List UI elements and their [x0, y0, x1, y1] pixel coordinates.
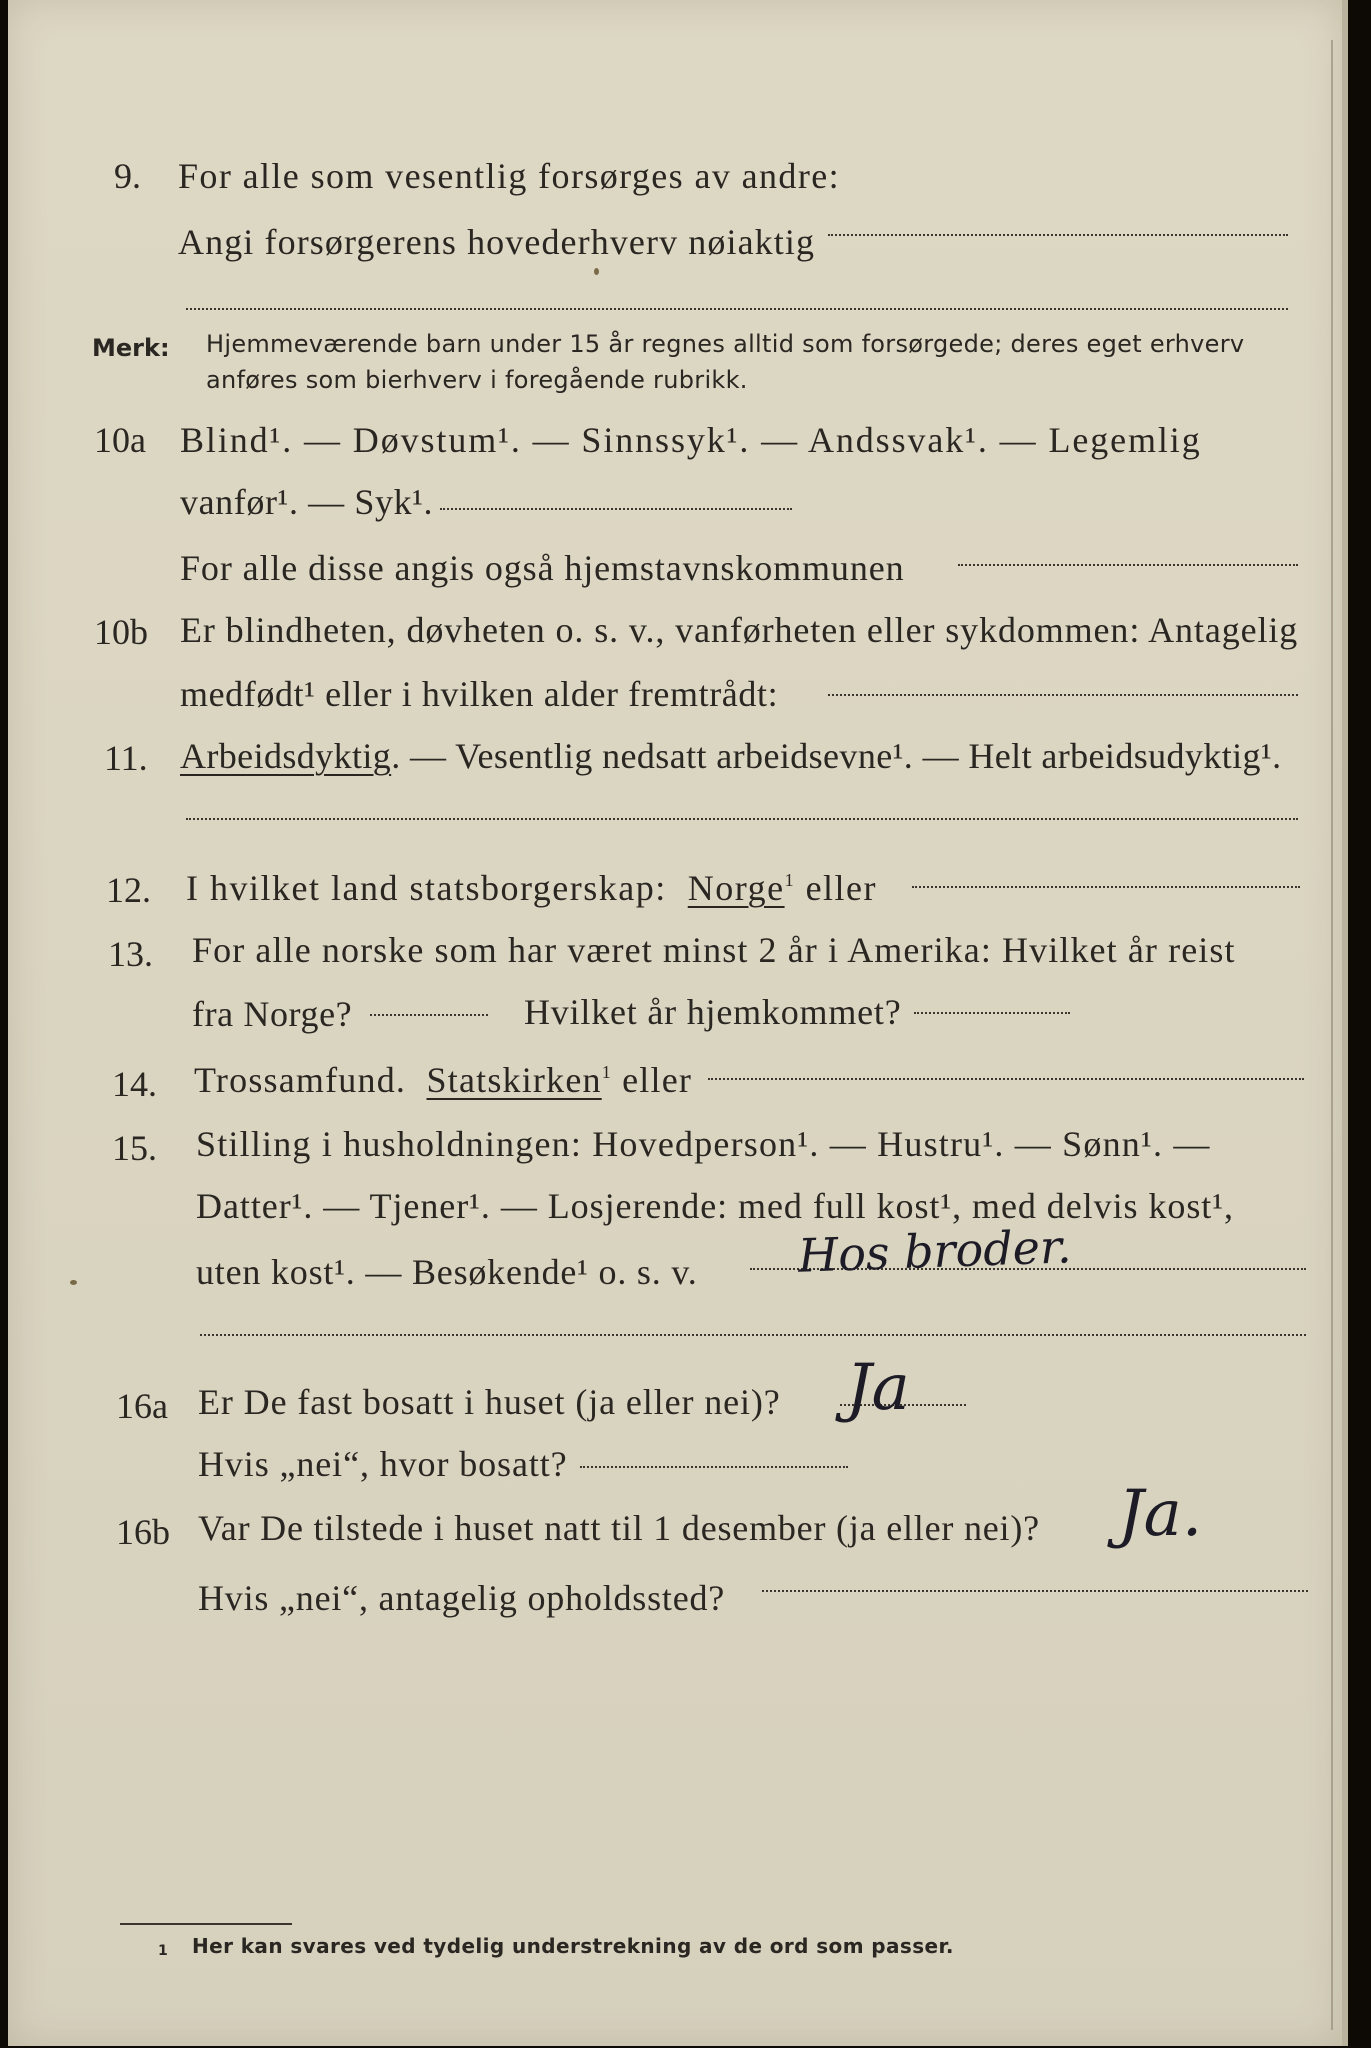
q10b-line2: medfødt¹ eller i hvilken alder fremtrådt:	[180, 674, 779, 714]
q16b-line1: Var De tilstede i huset natt til 1 desember (ja eller nei)?	[198, 1508, 1040, 1548]
q9-answer-line[interactable]	[828, 234, 1288, 236]
q15-number: 15.	[112, 1128, 157, 1168]
q9-number: 9.	[114, 156, 141, 196]
q16b-opholdssted-line[interactable]	[762, 1590, 1308, 1592]
paper-speck	[70, 1280, 77, 1285]
q16a-bosatt-line[interactable]	[580, 1466, 848, 1468]
footnote-mark: 1	[158, 1943, 168, 1959]
q12-pre: I hvilket land statsborgerskap:	[186, 868, 667, 908]
q15-line2: Datter¹. — Tjener¹. — Losjerende: med full kost¹, med delvis kost¹,	[196, 1186, 1234, 1226]
page-edge	[1331, 40, 1333, 2030]
merk-line2: anføres som bierhverv i foregående rubrikk.	[206, 366, 748, 394]
q10a-line2: vanfør¹. — Syk¹.	[180, 482, 434, 522]
q16b-number: 16b	[116, 1512, 170, 1552]
q11-answer-line[interactable]	[186, 818, 1298, 820]
q11-number: 11.	[104, 738, 148, 778]
q13-reist-line[interactable]	[370, 1014, 488, 1016]
q10a-hjemstavn-line[interactable]	[958, 564, 1298, 566]
q11-rest: . — Vesentlig nedsatt arbeidsevne¹. — Helt arbeidsudyktig¹.	[391, 736, 1282, 776]
q10b-line1: Er blindheten, døvheten o. s. v., vanførheten eller sykdommen: Antagelig	[180, 610, 1299, 650]
q10a-answer-line[interactable]	[440, 508, 792, 510]
merk-line1: Hjemmeværende barn under 15 år regnes alltid som forsørgede; deres eget erhverv	[206, 330, 1245, 358]
q10a-line3: For alle disse angis også hjemstavnskommunen	[180, 548, 905, 588]
q16a-number: 16a	[116, 1386, 168, 1426]
q10b-number: 10b	[94, 612, 148, 652]
q9-answer-line-2[interactable]	[186, 308, 1288, 310]
q12-option-norge[interactable]: Norge	[687, 868, 785, 908]
q15-answer-line-2[interactable]	[200, 1334, 1306, 1336]
census-form-page	[8, 0, 1348, 2046]
footnote-text: Her kan svares ved tydelig understrekning av de ord som passer.	[192, 1934, 954, 1958]
q14-pre: Trossamfund.	[194, 1060, 407, 1100]
q9-line2: Angi forsørgerens hovederhverv nøiaktig	[178, 222, 816, 262]
q13-line2a: fra Norge?	[192, 994, 353, 1034]
q16a-handwritten-answer[interactable]: Ja	[846, 1351, 910, 1425]
q9-line1: For alle som vesentlig forsørges av andre:	[178, 156, 840, 196]
q10a-line1: Blind¹. — Døvstum¹. — Sinnssyk¹. — Andssvak¹. — Legemlig	[180, 420, 1202, 460]
q16a-line2: Hvis „nei“, hvor bosatt?	[198, 1444, 568, 1484]
q12-answer-line[interactable]	[912, 886, 1300, 888]
footnote-rule	[120, 1923, 292, 1925]
merk-label: Merk:	[92, 334, 170, 362]
q12-number: 12.	[106, 870, 151, 910]
q16a-line1: Er De fast bosatt i huset (ja eller nei)?	[198, 1382, 781, 1422]
q16b-line2: Hvis „nei“, antagelig opholdssted?	[198, 1578, 726, 1618]
q12-text: I hvilket land statsborgerskap: Norge$^1$ eller	[186, 868, 878, 908]
q14-answer-line[interactable]	[708, 1078, 1304, 1080]
q15-line3: uten kost¹. — Besøkende¹ o. s. v.	[196, 1252, 698, 1292]
q10a-number: 10a	[94, 420, 146, 460]
q16b-handwritten-answer[interactable]: Ja.	[1118, 1477, 1203, 1551]
q14-option-statskirken[interactable]: Statskirken	[426, 1060, 602, 1100]
q12-post: eller	[795, 868, 878, 908]
q13-line1: For alle norske som har været minst 2 år i Amerika: Hvilket år reist	[192, 930, 1236, 970]
q11-text	[180, 738, 1282, 774]
q10b-answer-line[interactable]	[828, 694, 1298, 696]
q14-text: Trossamfund. Statskirken$^1$ eller	[194, 1060, 693, 1100]
q15-line1: Stilling i husholdningen: Hovedperson¹. — Hustru¹. — Sønn¹. —	[196, 1124, 1211, 1164]
q13-number: 13.	[108, 934, 153, 974]
q14-post: eller	[611, 1060, 693, 1100]
q13-hjemkommet-line[interactable]	[914, 1012, 1070, 1014]
paper-speck	[594, 268, 599, 275]
q11-option-arbeidsdyktig[interactable]: Arbeidsdyktig	[180, 736, 392, 776]
q14-number: 14.	[112, 1064, 157, 1104]
q13-line2b: Hvilket år hjemkommet?	[524, 992, 902, 1032]
q15-handwritten-answer[interactable]: Hos broder.	[797, 1219, 1073, 1283]
